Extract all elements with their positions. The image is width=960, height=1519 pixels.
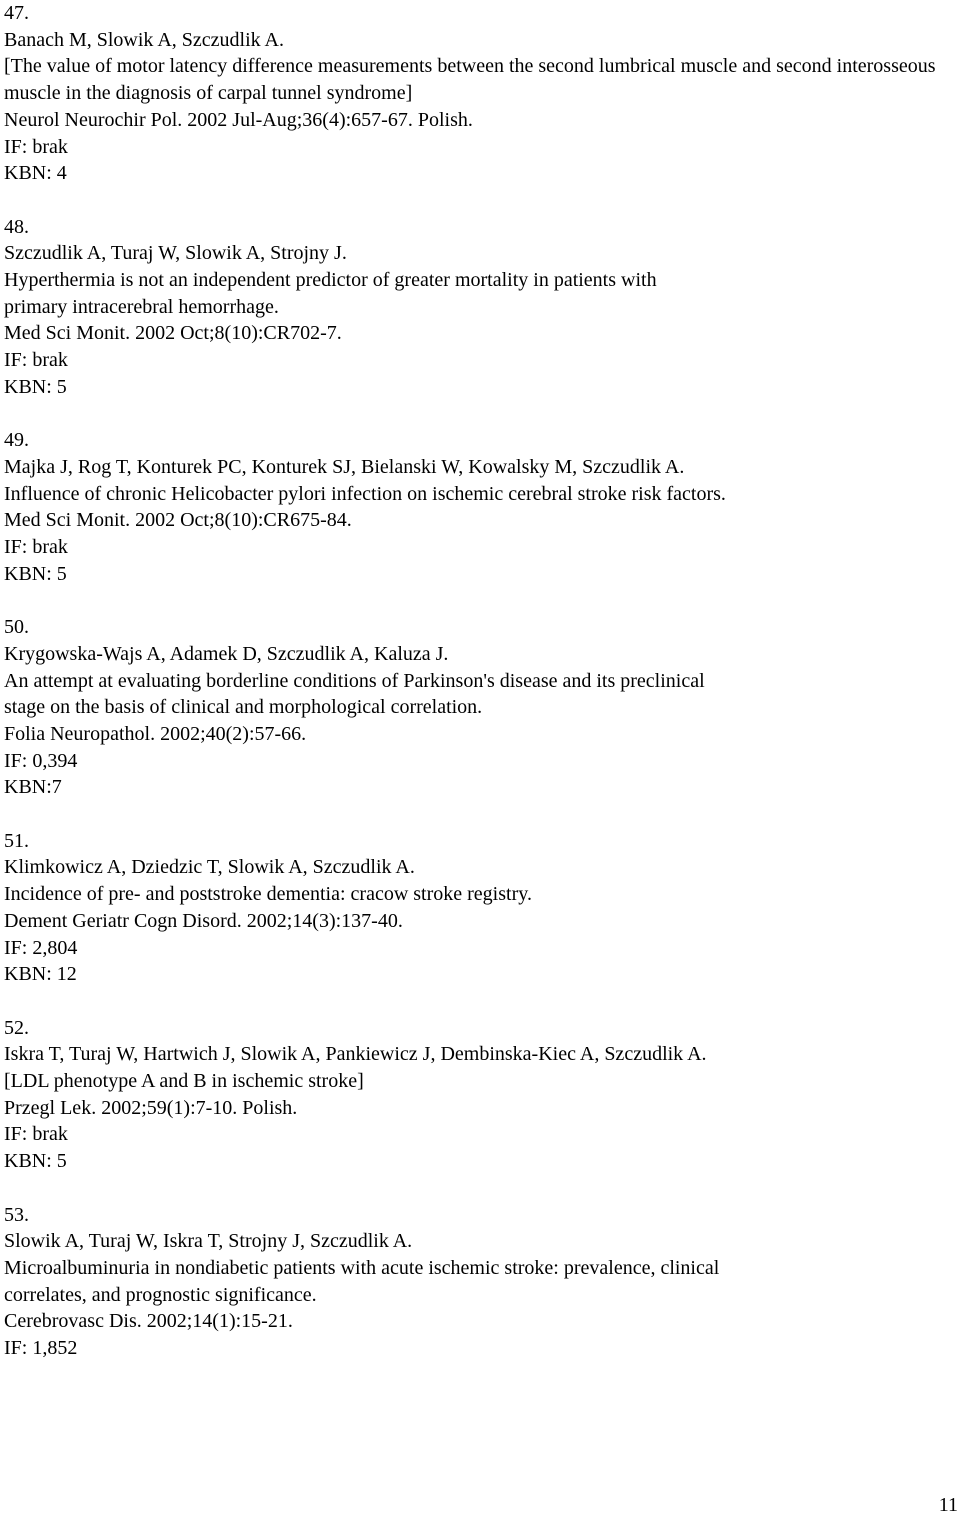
entry-journal: Folia Neuropathol. 2002;40(2):57-66.: [4, 722, 307, 745]
entry-title: [LDL phenotype A and B in ischemic stroke]: [4, 1070, 364, 1093]
entry-number: 51.: [4, 829, 29, 852]
entry-impact-factor: IF: 0,394: [4, 749, 78, 772]
entry-number: 52.: [4, 1016, 29, 1039]
entry-title: [The value of motor latency difference measurements between the second lumbrical muscle and second interosseous muscle in the diagnosis of carpal tunnel syndrome]: [4, 55, 941, 105]
entry-title: Microalbuminuria in nondiabetic patients with acute ischemic stroke: prevalence, clinical correlates, and prognostic significance.: [4, 1256, 725, 1306]
entry-authors: Szczudlik A, Turaj W, Slowik A, Strojny J.: [4, 242, 347, 265]
entry-number: 48.: [4, 215, 29, 238]
reference-list: [4, 0, 944, 1388]
entry-number: 50.: [4, 616, 29, 639]
reference-entry-49: [4, 427, 944, 587]
reference-entry-52: [4, 1015, 944, 1175]
entry-kbn: KBN: 5: [4, 1150, 67, 1173]
reference-entry-53: [4, 1202, 944, 1362]
reference-entry-51: [4, 828, 944, 988]
entry-impact-factor: IF: 1,852: [4, 1337, 78, 1360]
entry-title: Influence of chronic Helicobacter pylori infection on ischemic cerebral stroke risk factors.: [4, 482, 726, 505]
reference-entry-47: [4, 0, 944, 187]
reference-entry-50: [4, 614, 944, 801]
entry-kbn: KBN: 5: [4, 375, 67, 398]
entry-journal: Dement Geriatr Cogn Disord. 2002;14(3):137-40.: [4, 909, 403, 932]
entry-authors: Krygowska-Wajs A, Adamek D, Szczudlik A, Kaluza J.: [4, 642, 449, 665]
entry-authors: Majka J, Rog T, Konturek PC, Konturek SJ, Bielanski W, Kowalsky M, Szczudlik A.: [4, 455, 685, 478]
entry-impact-factor: IF: brak: [4, 1123, 68, 1146]
entry-kbn: KBN: 4: [4, 162, 67, 185]
entry-journal: Neurol Neurochir Pol. 2002 Jul-Aug;36(4):657-67. Polish.: [4, 108, 473, 131]
entry-impact-factor: IF: brak: [4, 135, 68, 158]
entry-authors: Iskra T, Turaj W, Hartwich J, Slowik A, Pankiewicz J, Dembinska-Kiec A, Szczudlik A.: [4, 1043, 707, 1066]
entry-authors: Slowik A, Turaj W, Iskra T, Strojny J, Szczudlik A.: [4, 1230, 413, 1253]
entry-impact-factor: IF: brak: [4, 349, 68, 372]
entry-journal: Cerebrovasc Dis. 2002;14(1):15-21.: [4, 1310, 293, 1333]
entry-authors: Banach M, Slowik A, Szczudlik A.: [4, 28, 284, 51]
entry-title: Incidence of pre- and poststroke dementia: cracow stroke registry.: [4, 883, 532, 906]
entry-number: 47.: [4, 2, 29, 24]
entry-impact-factor: IF: brak: [4, 536, 68, 559]
entry-journal: Przegl Lek. 2002;59(1):7-10. Polish.: [4, 1096, 298, 1119]
entry-journal: Med Sci Monit. 2002 Oct;8(10):CR702-7.: [4, 322, 342, 345]
entry-number: 49.: [4, 429, 29, 452]
entry-impact-factor: IF: 2,804: [4, 936, 78, 959]
entry-title: Hyperthermia is not an independent predictor of greater mortality in patients with primary intracerebral hemorrhage.: [4, 269, 662, 318]
entry-title: An attempt at evaluating borderline conditions of Parkinson's disease and its preclinical stage on the basis of clinical and morphological correlation.: [4, 669, 710, 719]
page-number: 11: [938, 1494, 958, 1516]
entry-kbn: KBN: 12: [4, 963, 77, 986]
entry-journal: Med Sci Monit. 2002 Oct;8(10):CR675-84.: [4, 509, 352, 532]
entry-kbn: KBN: 5: [4, 562, 67, 585]
reference-entry-48: [4, 214, 944, 401]
entry-authors: Klimkowicz A, Dziedzic T, Slowik A, Szczudlik A.: [4, 856, 415, 879]
entry-kbn: KBN:7: [4, 776, 62, 799]
entry-number: 53.: [4, 1203, 29, 1226]
